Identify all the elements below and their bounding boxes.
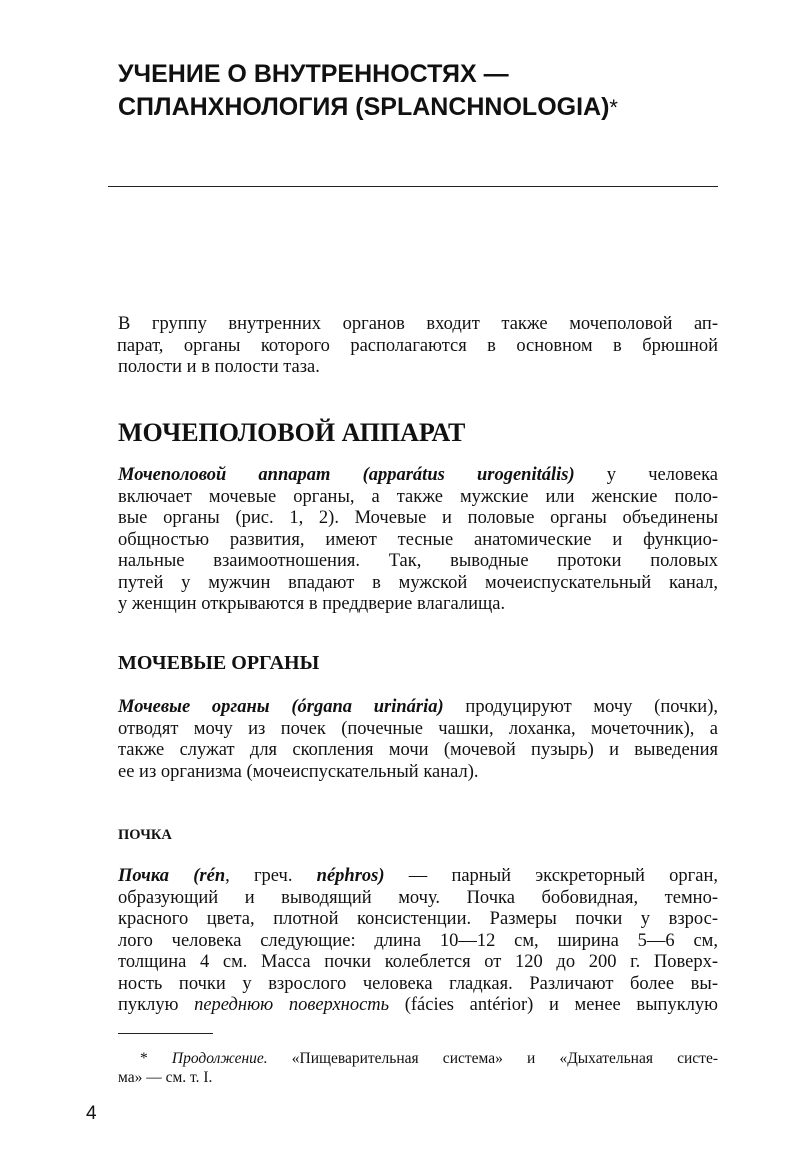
footnote-marker: * bbox=[609, 95, 618, 120]
chapter-title-line-2 bbox=[118, 91, 758, 124]
section-paragraph bbox=[118, 465, 718, 616]
kidney-line-5: толщина 4 см. Масса почки колеблется от 120 до 200 г. Поверх- bbox=[118, 952, 718, 972]
kidney-mid: , греч. bbox=[225, 866, 317, 886]
section-line-4: общностью развития, имеют тесные анатомические и функцио- bbox=[118, 529, 718, 550]
kidney-line-2: образующий и выводящий мочу. Почка бобовидная, темно- bbox=[118, 887, 718, 908]
page-number: 4 bbox=[86, 1103, 97, 1124]
kidney-term-1: Почка (rén bbox=[118, 866, 226, 886]
kidney-line-6: ность почки у взрослого человека гладкая. Различают более вы- bbox=[118, 973, 718, 994]
chapter-title bbox=[118, 58, 758, 124]
footnote-star: * bbox=[140, 1050, 172, 1067]
subsection-term: Мочевые органы (órgana urinária) bbox=[118, 697, 444, 717]
kidney-term-2: néphros) bbox=[316, 866, 385, 886]
kidney-line-7-post: (fácies antérior) и менее выпуклую bbox=[389, 995, 718, 1015]
section-line-1 bbox=[118, 465, 718, 487]
intro-line-3: полости и в полости таза. bbox=[118, 357, 320, 377]
title-divider bbox=[108, 186, 718, 187]
kidney-line-7-italic: переднюю поверхность bbox=[194, 995, 390, 1015]
subsection-line-2: отводят мочу из почек (почечные чашки, лоханка, мочеточник), а bbox=[118, 718, 718, 739]
section-line-7: у женщин открываются в преддверие влагалища. bbox=[118, 594, 506, 614]
subsection-paragraph bbox=[118, 697, 718, 783]
kidney-line-4: лого человека следующие: длина 10—12 см, ширина 5—6 см, bbox=[118, 930, 718, 951]
section-term: Мочеполовой аппарат (apparátus urogenitális) bbox=[118, 465, 575, 485]
kidney-line-7-pre: пуклую bbox=[118, 995, 195, 1015]
subsection-line-1-rest: продуцируют мочу (почки), bbox=[443, 697, 718, 717]
footnote-italic: Продолжение. bbox=[171, 1050, 268, 1067]
footnote-divider bbox=[118, 1033, 213, 1034]
section-line-3: вые органы (рис. 1, 2). Мочевые и половые органы объединены bbox=[118, 508, 718, 528]
kidney-paragraph bbox=[118, 866, 718, 1017]
intro-line-2: парат, органы которого располагаются в основном в брюшной bbox=[117, 335, 718, 356]
subsection-line-1 bbox=[118, 697, 718, 719]
kidney-line-3: красного цвета, плотной консистенции. Размеры почки у взрос- bbox=[118, 909, 718, 929]
kidney-heading: ПОЧКА bbox=[118, 827, 172, 843]
kidney-line-7 bbox=[118, 995, 718, 1017]
kidney-line-1 bbox=[118, 866, 718, 888]
footnote-line-2: ма» — см. т. I. bbox=[118, 1069, 213, 1086]
footnote-line-1 bbox=[118, 1049, 718, 1068]
subsection-line-4: ее из организма (мочеиспускательный канал). bbox=[118, 761, 479, 782]
section-line-5: нальные взаимоотношения. Так, выводные протоки половых bbox=[118, 551, 718, 571]
subsection-line-3: также служат для скопления мочи (мочевой пузырь) и выведения bbox=[118, 740, 718, 760]
section-line-1-rest: у человека bbox=[574, 465, 718, 485]
footnote-line-1-rest: «Пищеварительная система» и «Дыхательная систе- bbox=[267, 1050, 718, 1067]
section-line-6: путей у мужчин впадают в мужской мочеиспускательный канал, bbox=[118, 572, 718, 593]
footnote bbox=[118, 1049, 718, 1087]
chapter-title-text: СПЛАНХНОЛОГИЯ (SPLANCHNOLOGIA) bbox=[118, 93, 610, 121]
section-heading: МОЧЕПОЛОВОЙ АППАРАТ bbox=[118, 418, 466, 447]
kidney-line-1-rest: — парный экскреторный орган, bbox=[384, 866, 718, 886]
intro-line-1: В группу внутренних органов входит также мочеполовой ап- bbox=[118, 314, 718, 334]
intro-paragraph bbox=[118, 314, 718, 379]
chapter-title-line-1: УЧЕНИЕ О ВНУТРЕННОСТЯХ — bbox=[118, 60, 509, 88]
section-line-2: включает мочевые органы, а также мужские или женские поло- bbox=[118, 486, 718, 507]
subsection-heading: МОЧЕВЫЕ ОРГАНЫ bbox=[118, 652, 320, 674]
